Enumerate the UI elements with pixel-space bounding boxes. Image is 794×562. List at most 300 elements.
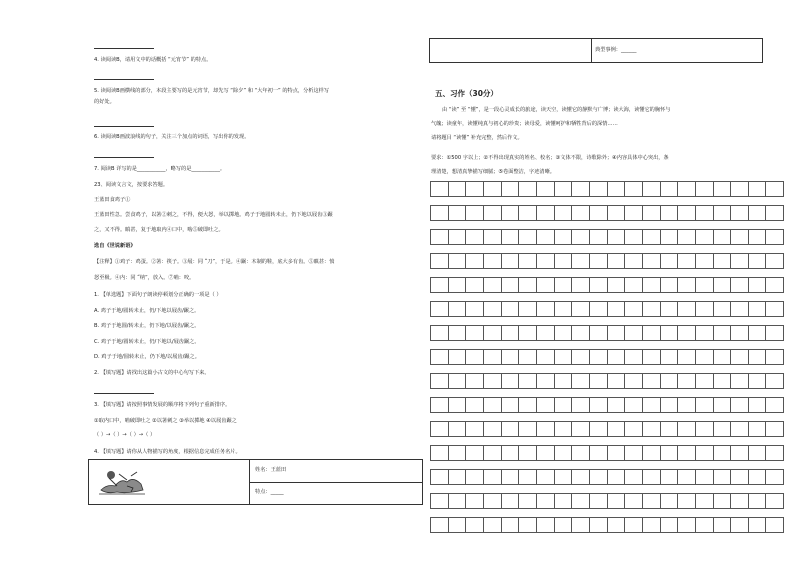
grid-cell[interactable] (555, 230, 573, 244)
grid-cell[interactable] (572, 206, 590, 220)
grid-cell[interactable] (731, 302, 749, 316)
grid-cell[interactable] (749, 302, 767, 316)
grid-cell[interactable] (502, 494, 520, 508)
grid-cell[interactable] (749, 374, 767, 388)
grid-cell[interactable] (449, 254, 467, 268)
grid-cell[interactable] (519, 494, 537, 508)
grid-cell[interactable] (749, 278, 767, 292)
grid-cell[interactable] (696, 230, 714, 244)
grid-cell[interactable] (678, 326, 696, 340)
grid-cell[interactable] (502, 278, 520, 292)
grid-cell[interactable] (643, 302, 661, 316)
grid-cell[interactable] (431, 230, 449, 244)
grid-cell[interactable] (731, 398, 749, 412)
grid-cell[interactable] (537, 374, 555, 388)
grid-cell[interactable] (731, 326, 749, 340)
grid-cell[interactable] (431, 422, 449, 436)
grid-cell[interactable] (502, 182, 520, 196)
grid-cell[interactable] (661, 254, 679, 268)
grid-cell[interactable] (696, 350, 714, 364)
grid-cell[interactable] (625, 470, 643, 484)
grid-cell[interactable] (766, 206, 784, 220)
grid-cell[interactable] (590, 254, 608, 268)
grid-cell[interactable] (466, 326, 484, 340)
grid-cell[interactable] (678, 518, 696, 532)
grid-cell[interactable] (431, 206, 449, 220)
grid-cell[interactable] (696, 182, 714, 196)
grid-cell[interactable] (714, 254, 732, 268)
grid-cell[interactable] (731, 278, 749, 292)
grid-cell[interactable] (696, 470, 714, 484)
grid-cell[interactable] (484, 278, 502, 292)
grid-cell[interactable] (466, 182, 484, 196)
grid-cell[interactable] (678, 182, 696, 196)
grid-cell[interactable] (572, 446, 590, 460)
grid-cell[interactable] (431, 326, 449, 340)
grid-cell[interactable] (484, 470, 502, 484)
grid-cell[interactable] (766, 350, 784, 364)
grid-cell[interactable] (643, 494, 661, 508)
grid-cell[interactable] (766, 182, 784, 196)
mc-option-a[interactable]: A. 鸡子于地/圆转未止，仍/下地以屐齿/蹍之。 (94, 308, 200, 314)
grid-cell[interactable] (643, 446, 661, 460)
grid-cell[interactable] (431, 518, 449, 532)
grid-cell[interactable] (466, 206, 484, 220)
grid-cell[interactable] (572, 350, 590, 364)
grid-cell[interactable] (608, 494, 626, 508)
grid-cell[interactable] (643, 398, 661, 412)
grid-cell[interactable] (484, 518, 502, 532)
grid-cell[interactable] (537, 422, 555, 436)
grid-cell[interactable] (537, 182, 555, 196)
grid-cell[interactable] (555, 254, 573, 268)
grid-cell[interactable] (731, 470, 749, 484)
grid-cell[interactable] (449, 278, 467, 292)
grid-cell[interactable] (608, 374, 626, 388)
grid-cell[interactable] (484, 302, 502, 316)
grid-cell[interactable] (572, 398, 590, 412)
grid-cell[interactable] (608, 254, 626, 268)
grid-cell[interactable] (519, 446, 537, 460)
grid-cell[interactable] (555, 278, 573, 292)
grid-cell[interactable] (449, 446, 467, 460)
grid-cell[interactable] (555, 326, 573, 340)
grid-cell[interactable] (749, 518, 767, 532)
grid-cell[interactable] (696, 278, 714, 292)
grid-cell[interactable] (678, 470, 696, 484)
grid-cell[interactable] (590, 470, 608, 484)
grid-cell[interactable] (590, 374, 608, 388)
grid-cell[interactable] (678, 302, 696, 316)
grid-cell[interactable] (519, 374, 537, 388)
grid-cell[interactable] (555, 518, 573, 532)
grid-cell[interactable] (555, 470, 573, 484)
grid-cell[interactable] (749, 230, 767, 244)
grid-cell[interactable] (714, 230, 732, 244)
grid-cell[interactable] (590, 494, 608, 508)
grid-cell[interactable] (484, 494, 502, 508)
grid-cell[interactable] (590, 326, 608, 340)
grid-cell[interactable] (661, 350, 679, 364)
grid-cell[interactable] (502, 446, 520, 460)
grid-cell[interactable] (555, 302, 573, 316)
grid-cell[interactable] (766, 422, 784, 436)
grid-cell[interactable] (449, 494, 467, 508)
grid-cell[interactable] (572, 230, 590, 244)
grid-cell[interactable] (431, 374, 449, 388)
grid-cell[interactable] (590, 446, 608, 460)
grid-cell[interactable] (714, 278, 732, 292)
grid-cell[interactable] (749, 494, 767, 508)
grid-cell[interactable] (643, 254, 661, 268)
grid-cell[interactable] (625, 518, 643, 532)
grid-cell[interactable] (625, 374, 643, 388)
grid-cell[interactable] (502, 254, 520, 268)
grid-cell[interactable] (572, 182, 590, 196)
grid-cell[interactable] (431, 470, 449, 484)
grid-cell[interactable] (608, 518, 626, 532)
grid-cell[interactable] (678, 422, 696, 436)
grid-cell[interactable] (714, 326, 732, 340)
grid-cell[interactable] (731, 254, 749, 268)
grid-cell[interactable] (608, 350, 626, 364)
grid-cell[interactable] (625, 206, 643, 220)
grid-cell[interactable] (431, 302, 449, 316)
grid-cell[interactable] (643, 518, 661, 532)
grid-cell[interactable] (519, 398, 537, 412)
grid-cell[interactable] (608, 302, 626, 316)
grid-cell[interactable] (449, 350, 467, 364)
grid-cell[interactable] (714, 206, 732, 220)
grid-cell[interactable] (696, 254, 714, 268)
grid-cell[interactable] (696, 206, 714, 220)
grid-cell[interactable] (519, 302, 537, 316)
grid-cell[interactable] (608, 470, 626, 484)
grid-cell[interactable] (608, 230, 626, 244)
grid-cell[interactable] (714, 446, 732, 460)
grid-cell[interactable] (466, 518, 484, 532)
grid-cell[interactable] (678, 398, 696, 412)
grid-cell[interactable] (749, 350, 767, 364)
grid-cell[interactable] (466, 374, 484, 388)
grid-cell[interactable] (625, 254, 643, 268)
grid-cell[interactable] (484, 254, 502, 268)
grid-cell[interactable] (590, 206, 608, 220)
grid-cell[interactable] (537, 494, 555, 508)
grid-cell[interactable] (766, 398, 784, 412)
grid-cell[interactable] (466, 350, 484, 364)
grid-cell[interactable] (678, 206, 696, 220)
grid-cell[interactable] (714, 302, 732, 316)
grid-cell[interactable] (625, 278, 643, 292)
grid-cell[interactable] (484, 326, 502, 340)
grid-cell[interactable] (766, 230, 784, 244)
grid-cell[interactable] (749, 254, 767, 268)
grid-cell[interactable] (449, 422, 467, 436)
grid-cell[interactable] (502, 374, 520, 388)
grid-cell[interactable] (555, 206, 573, 220)
grid-cell[interactable] (572, 254, 590, 268)
grid-cell[interactable] (749, 398, 767, 412)
grid-cell[interactable] (643, 350, 661, 364)
grid-cell[interactable] (555, 446, 573, 460)
grid-cell[interactable] (678, 254, 696, 268)
grid-cell[interactable] (537, 302, 555, 316)
grid-cell[interactable] (537, 326, 555, 340)
grid-cell[interactable] (466, 302, 484, 316)
grid-cell[interactable] (661, 302, 679, 316)
grid-cell[interactable] (502, 422, 520, 436)
grid-cell[interactable] (661, 206, 679, 220)
grid-cell[interactable] (537, 278, 555, 292)
grid-cell[interactable] (714, 518, 732, 532)
grid-cell[interactable] (714, 494, 732, 508)
grid-cell[interactable] (661, 518, 679, 532)
grid-cell[interactable] (661, 398, 679, 412)
grid-cell[interactable] (537, 470, 555, 484)
grid-cell[interactable] (766, 470, 784, 484)
grid-cell[interactable] (608, 206, 626, 220)
grid-cell[interactable] (661, 230, 679, 244)
grid-cell[interactable] (519, 470, 537, 484)
grid-cell[interactable] (484, 398, 502, 412)
grid-cell[interactable] (484, 422, 502, 436)
grid-cell[interactable] (731, 422, 749, 436)
grid-cell[interactable] (431, 398, 449, 412)
grid-cell[interactable] (749, 470, 767, 484)
grid-cell[interactable] (519, 182, 537, 196)
grid-cell[interactable] (537, 446, 555, 460)
grid-cell[interactable] (502, 230, 520, 244)
composition-grid[interactable] (430, 181, 784, 541)
grid-cell[interactable] (643, 470, 661, 484)
grid-cell[interactable] (502, 470, 520, 484)
grid-cell[interactable] (608, 278, 626, 292)
grid-cell[interactable] (625, 350, 643, 364)
grid-cell[interactable] (519, 422, 537, 436)
grid-cell[interactable] (449, 302, 467, 316)
grid-cell[interactable] (625, 398, 643, 412)
grid-cell[interactable] (466, 446, 484, 460)
grid-cell[interactable] (449, 470, 467, 484)
grid-cell[interactable] (466, 470, 484, 484)
grid-cell[interactable] (537, 518, 555, 532)
grid-cell[interactable] (449, 374, 467, 388)
grid-cell[interactable] (608, 422, 626, 436)
grid-cell[interactable] (590, 518, 608, 532)
grid-cell[interactable] (449, 518, 467, 532)
grid-cell[interactable] (661, 470, 679, 484)
grid-cell[interactable] (590, 350, 608, 364)
grid-cell[interactable] (678, 230, 696, 244)
grid-cell[interactable] (749, 182, 767, 196)
grid-cell[interactable] (749, 326, 767, 340)
grid-cell[interactable] (643, 278, 661, 292)
grid-cell[interactable] (731, 350, 749, 364)
grid-cell[interactable] (431, 254, 449, 268)
grid-cell[interactable] (572, 326, 590, 340)
grid-cell[interactable] (608, 398, 626, 412)
grid-cell[interactable] (766, 254, 784, 268)
grid-cell[interactable] (555, 494, 573, 508)
grid-cell[interactable] (572, 278, 590, 292)
grid-cell[interactable] (519, 350, 537, 364)
grid-cell[interactable] (714, 374, 732, 388)
grid-cell[interactable] (484, 350, 502, 364)
grid-cell[interactable] (449, 230, 467, 244)
grid-cell[interactable] (731, 374, 749, 388)
grid-cell[interactable] (466, 278, 484, 292)
grid-cell[interactable] (643, 182, 661, 196)
grid-cell[interactable] (466, 398, 484, 412)
grid-cell[interactable] (555, 182, 573, 196)
grid-cell[interactable] (466, 254, 484, 268)
grid-cell[interactable] (625, 182, 643, 196)
grid-cell[interactable] (572, 518, 590, 532)
grid-cell[interactable] (502, 398, 520, 412)
mc-option-b[interactable]: B. 鸡子于地圆/转未止，仍下地/以屐齿/蹍之。 (94, 323, 200, 329)
grid-cell[interactable] (661, 278, 679, 292)
grid-cell[interactable] (519, 278, 537, 292)
grid-cell[interactable] (643, 206, 661, 220)
grid-cell[interactable] (484, 374, 502, 388)
grid-cell[interactable] (484, 182, 502, 196)
grid-cell[interactable] (643, 326, 661, 340)
grid-cell[interactable] (537, 230, 555, 244)
grid-cell[interactable] (696, 446, 714, 460)
grid-cell[interactable] (749, 206, 767, 220)
grid-cell[interactable] (449, 398, 467, 412)
grid-cell[interactable] (696, 494, 714, 508)
grid-cell[interactable] (590, 182, 608, 196)
grid-cell[interactable] (484, 230, 502, 244)
grid-cell[interactable] (625, 422, 643, 436)
grid-cell[interactable] (766, 446, 784, 460)
grid-cell[interactable] (625, 494, 643, 508)
grid-cell[interactable] (537, 206, 555, 220)
grid-cell[interactable] (449, 326, 467, 340)
grid-cell[interactable] (643, 374, 661, 388)
grid-cell[interactable] (749, 446, 767, 460)
grid-cell[interactable] (661, 422, 679, 436)
grid-cell[interactable] (731, 206, 749, 220)
grid-cell[interactable] (766, 518, 784, 532)
grid-cell[interactable] (678, 278, 696, 292)
grid-cell[interactable] (678, 374, 696, 388)
grid-cell[interactable] (731, 230, 749, 244)
grid-cell[interactable] (766, 326, 784, 340)
grid-cell[interactable] (502, 350, 520, 364)
grid-cell[interactable] (714, 470, 732, 484)
grid-cell[interactable] (625, 302, 643, 316)
grid-cell[interactable] (502, 326, 520, 340)
grid-cell[interactable] (519, 206, 537, 220)
grid-cell[interactable] (731, 518, 749, 532)
grid-cell[interactable] (537, 350, 555, 364)
grid-cell[interactable] (643, 230, 661, 244)
grid-cell[interactable] (714, 398, 732, 412)
grid-cell[interactable] (572, 374, 590, 388)
grid-cell[interactable] (466, 230, 484, 244)
grid-cell[interactable] (502, 518, 520, 532)
grid-cell[interactable] (449, 206, 467, 220)
grid-cell[interactable] (431, 494, 449, 508)
grid-cell[interactable] (502, 302, 520, 316)
grid-cell[interactable] (555, 350, 573, 364)
grid-cell[interactable] (731, 494, 749, 508)
grid-cell[interactable] (572, 470, 590, 484)
grid-cell[interactable] (555, 374, 573, 388)
grid-cell[interactable] (519, 518, 537, 532)
grid-cell[interactable] (572, 494, 590, 508)
grid-cell[interactable] (572, 302, 590, 316)
grid-cell[interactable] (519, 326, 537, 340)
grid-cell[interactable] (590, 278, 608, 292)
grid-cell[interactable] (661, 182, 679, 196)
grid-cell[interactable] (714, 422, 732, 436)
grid-cell[interactable] (678, 350, 696, 364)
grid-cell[interactable] (537, 254, 555, 268)
grid-cell[interactable] (766, 494, 784, 508)
grid-cell[interactable] (484, 206, 502, 220)
grid-cell[interactable] (431, 182, 449, 196)
grid-cell[interactable] (661, 326, 679, 340)
grid-cell[interactable] (696, 374, 714, 388)
grid-cell[interactable] (625, 230, 643, 244)
grid-cell[interactable] (431, 350, 449, 364)
grid-cell[interactable] (661, 494, 679, 508)
grid-cell[interactable] (749, 422, 767, 436)
grid-cell[interactable] (696, 326, 714, 340)
grid-cell[interactable] (590, 398, 608, 412)
grid-cell[interactable] (590, 302, 608, 316)
grid-cell[interactable] (555, 422, 573, 436)
grid-cell[interactable] (555, 398, 573, 412)
grid-cell[interactable] (625, 326, 643, 340)
grid-cell[interactable] (608, 326, 626, 340)
grid-cell[interactable] (572, 422, 590, 436)
grid-cell[interactable] (519, 230, 537, 244)
grid-cell[interactable] (449, 182, 467, 196)
grid-cell[interactable] (696, 302, 714, 316)
grid-cell[interactable] (484, 446, 502, 460)
grid-cell[interactable] (696, 422, 714, 436)
grid-cell[interactable] (766, 374, 784, 388)
grid-cell[interactable] (678, 494, 696, 508)
mc-option-c[interactable]: C. 鸡子于地/圆转未止，仍/下地以/屐齿蹍之。 (94, 339, 200, 345)
grid-cell[interactable] (590, 230, 608, 244)
grid-cell[interactable] (643, 422, 661, 436)
grid-cell[interactable] (731, 446, 749, 460)
grid-cell[interactable] (766, 278, 784, 292)
grid-cell[interactable] (766, 302, 784, 316)
grid-cell[interactable] (714, 182, 732, 196)
grid-cell[interactable] (466, 422, 484, 436)
grid-cell[interactable] (502, 206, 520, 220)
mc-option-d[interactable]: D. 鸡子于地/圆转未止，仍下地/以屐齿/蹍之。 (94, 354, 200, 360)
grid-cell[interactable] (466, 494, 484, 508)
grid-cell[interactable] (431, 446, 449, 460)
grid-cell[interactable] (696, 518, 714, 532)
grid-cell[interactable] (590, 422, 608, 436)
grid-cell[interactable] (714, 350, 732, 364)
grid-cell[interactable] (537, 398, 555, 412)
grid-cell[interactable] (519, 254, 537, 268)
grid-cell[interactable] (661, 446, 679, 460)
grid-cell[interactable] (678, 446, 696, 460)
grid-cell[interactable] (608, 182, 626, 196)
grid-cell[interactable] (625, 446, 643, 460)
